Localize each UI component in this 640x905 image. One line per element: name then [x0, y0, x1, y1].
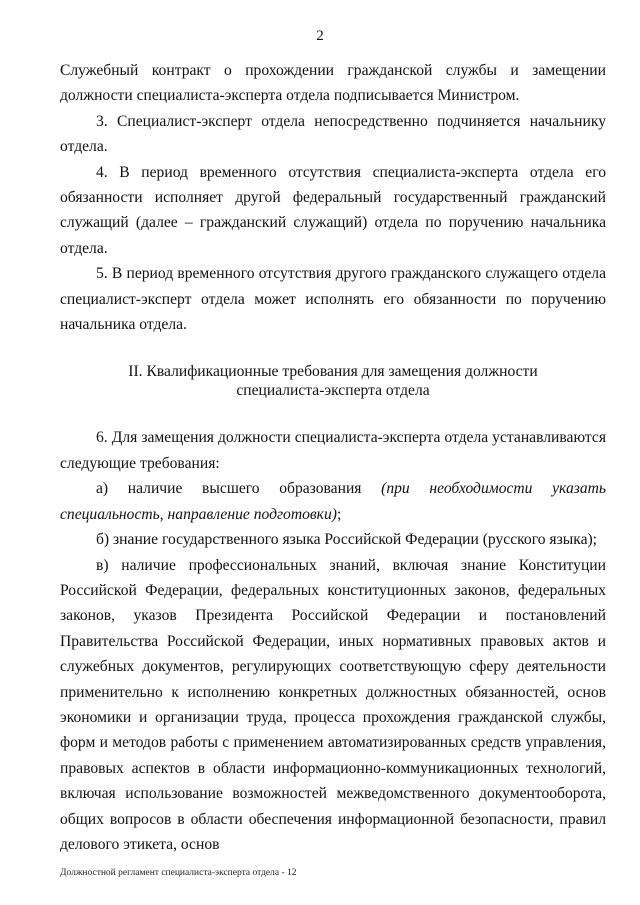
- requirement-a-italic: (при необходимости указать специальность, направление подготовки): [60, 480, 606, 523]
- paragraph-3: 3. Специалист-эксперт отдела непосредственно подчиняется начальнику отдела.: [60, 112, 606, 156]
- paragraph-4: 4. В период временного отсутствия специалиста-эксперта отдела его обязанности исполняет другой федеральный государственный гражданский служащий (далее – гражданский служащий) отдела по поручению начальника отдела.: [60, 163, 606, 257]
- paragraph-5: 5. В период временного отсутствия другого гражданского служащего отдела специалист-эксперт отдела может исполнять его обязанности по поручению начальника отдела.: [60, 265, 606, 334]
- requirement-a-tail: ;: [336, 505, 342, 523]
- requirement-b: б) знание государственного языка Российской Федерации (русского языка);: [96, 531, 598, 549]
- footer: Должностной регламент специалиста-эксперта отдела - 12: [60, 868, 297, 878]
- page-number: 2: [316, 28, 324, 44]
- section-heading-line-1: II. Квалификационные требования для замещения должности: [128, 363, 538, 381]
- requirement-a: [60, 476, 606, 527]
- paragraph-contract: Служебный контракт о прохождении гражданской службы и замещении должности специалиста-эксперта отдела подписывается Министром.: [60, 62, 606, 105]
- requirement-c: в) наличие профессиональных знаний, включая знание Конституции Российской Федерации, федеральных конституционных законов, федеральных законов, указов Президента Российской Федерации и постановлений Правительства Российской Федерации, иных нормативных правовых актов и служебных документов, регулирующих соответствующую сферу деятельности применительно к исполнению конкретных должностных обязанностей, основ экономики и организации труда, процесса прохождения гражданской службы, форм и методов работы с применением автоматизированных средств управления, правовых аспектов в области информационно-коммуникационных технологий, включая использование возможностей межведомственного документооборота, общих вопросов в области обеспечения информационной безопасности, правил делового этикета, основ: [60, 556, 606, 853]
- paragraph-6: 6. Для замещения должности специалиста-эксперта отдела устанавливаются следующие требования:: [60, 429, 606, 472]
- requirement-a-text: а) наличие высшего образования: [96, 480, 382, 498]
- document-body: [60, 58, 606, 857]
- section-heading: [60, 362, 606, 400]
- section-heading-line-2: специалиста-эксперта отдела: [236, 382, 430, 400]
